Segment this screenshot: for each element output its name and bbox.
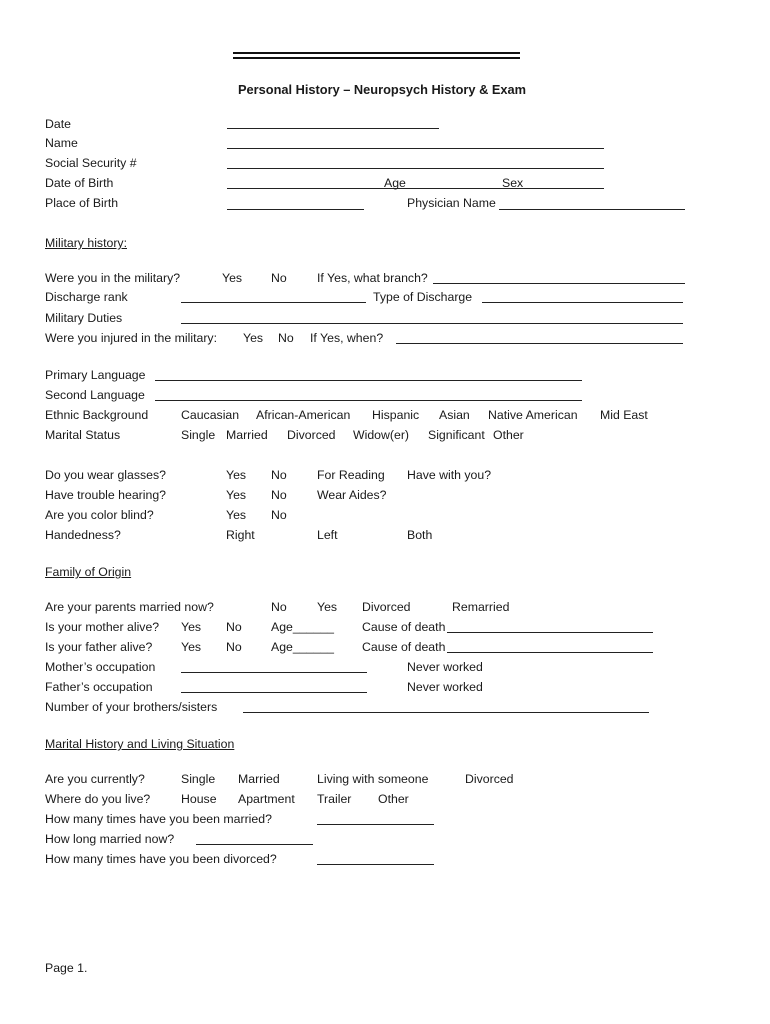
mother-alive-question: Is your mother alive? [45, 620, 160, 634]
glasses-no[interactable]: No [271, 468, 287, 482]
marital-option-significant[interactable]: Significant [428, 428, 485, 442]
handedness-right[interactable]: Right [226, 528, 255, 542]
age-field[interactable] [378, 188, 500, 189]
military-injured-no[interactable]: No [278, 331, 294, 345]
mother-cause-field[interactable] [447, 632, 653, 633]
name-field[interactable] [227, 148, 604, 149]
ssn-label: Social Security # [45, 156, 137, 170]
father-alive-question: Is your father alive? [45, 640, 153, 654]
siblings-label: Number of your brothers/sisters [45, 700, 218, 714]
times-married-question: How many times have you been married? [45, 812, 272, 826]
ssn-field[interactable] [227, 168, 604, 169]
ethnic-option-caucasian[interactable]: Caucasian [181, 408, 240, 422]
handedness-left[interactable]: Left [317, 528, 338, 542]
currently-living-with[interactable]: Living with someone [317, 772, 429, 786]
military-branch-field[interactable] [433, 283, 685, 284]
how-long-married-field[interactable] [196, 844, 313, 845]
father-age-field[interactable]: Age______ [271, 640, 334, 654]
date-label: Date [45, 117, 71, 131]
hearing-question: Have trouble hearing? [45, 488, 166, 502]
military-served-no[interactable]: No [271, 271, 287, 285]
mother-occupation-label: Mother’s occupation [45, 660, 156, 674]
currently-married[interactable]: Married [238, 772, 280, 786]
ethnic-option-asian[interactable]: Asian [439, 408, 470, 422]
father-cause-label: Cause of death [362, 640, 446, 654]
discharge-type-field[interactable] [482, 302, 683, 303]
where-house[interactable]: House [181, 792, 217, 806]
parents-married-no[interactable]: No [271, 600, 287, 614]
handedness-question: Handedness? [45, 528, 121, 542]
header-rule-top [233, 52, 520, 54]
parents-remarried[interactable]: Remarried [452, 600, 510, 614]
father-never-worked[interactable]: Never worked [407, 680, 483, 694]
parents-married-question: Are your parents married now? [45, 600, 214, 614]
mother-alive-no[interactable]: No [226, 620, 242, 634]
where-trailer[interactable]: Trailer [317, 792, 352, 806]
second-language-field[interactable] [155, 400, 582, 401]
military-branch-label: If Yes, what branch? [317, 271, 428, 285]
marital-option-other[interactable]: Other [493, 428, 524, 442]
handedness-both[interactable]: Both [407, 528, 433, 542]
marital-option-divorced[interactable]: Divorced [287, 428, 336, 442]
father-alive-no[interactable]: No [226, 640, 242, 654]
currently-single[interactable]: Single [181, 772, 216, 786]
hearing-no[interactable]: No [271, 488, 287, 502]
mother-occupation-field[interactable] [181, 672, 367, 673]
parents-married-yes[interactable]: Yes [317, 600, 338, 614]
mother-never-worked[interactable]: Never worked [407, 660, 483, 674]
ethnic-option-native-american[interactable]: Native American [488, 408, 578, 422]
dob-label: Date of Birth [45, 176, 114, 190]
military-heading: Military history: [45, 236, 127, 250]
military-served-question: Were you in the military? [45, 271, 181, 285]
glasses-yes[interactable]: Yes [226, 468, 247, 482]
living-heading: Marital History and Living Situation [45, 737, 235, 751]
page-number: Page 1. [45, 961, 88, 975]
times-divorced-question: How many times have you been divorced? [45, 852, 277, 866]
military-duties-label: Military Duties [45, 311, 123, 325]
page-title: Personal History – Neuropsych History & Exam [238, 82, 527, 97]
second-language-label: Second Language [45, 388, 145, 402]
marital-option-widow[interactable]: Widow(er) [353, 428, 410, 442]
father-occupation-label: Father’s occupation [45, 680, 153, 694]
pob-label: Place of Birth [45, 196, 119, 210]
discharge-rank-label: Discharge rank [45, 290, 128, 304]
name-label: Name [45, 136, 78, 150]
father-occupation-field[interactable] [181, 692, 367, 693]
marital-status-label: Marital Status [45, 428, 121, 442]
sex-label: Sex [502, 176, 524, 190]
mother-cause-label: Cause of death [362, 620, 446, 634]
how-long-married-question: How long married now? [45, 832, 175, 846]
glasses-question: Do you wear glasses? [45, 468, 166, 482]
marital-option-married[interactable]: Married [226, 428, 268, 442]
ethnic-option-mid-east[interactable]: Mid East [600, 408, 648, 422]
mother-age-field[interactable]: Age______ [271, 620, 334, 634]
currently-question: Are you currently? [45, 772, 145, 786]
glasses-have-with-you[interactable]: Have with you? [407, 468, 492, 482]
physician-field[interactable] [499, 209, 685, 210]
colorblind-yes[interactable]: Yes [226, 508, 247, 522]
discharge-type-label: Type of Discharge [373, 290, 473, 304]
glasses-for-reading[interactable]: For Reading [317, 468, 385, 482]
pob-field[interactable] [227, 209, 364, 210]
ethnic-background-label: Ethnic Background [45, 408, 149, 422]
marital-option-single[interactable]: Single [181, 428, 216, 442]
where-other[interactable]: Other [378, 792, 409, 806]
colorblind-no[interactable]: No [271, 508, 287, 522]
times-divorced-field[interactable] [317, 864, 434, 865]
primary-language-field[interactable] [155, 380, 582, 381]
father-alive-yes[interactable]: Yes [181, 640, 202, 654]
age-label: Age [384, 176, 406, 190]
ethnic-option-hispanic[interactable]: Hispanic [372, 408, 420, 422]
dob-field[interactable] [227, 188, 378, 189]
currently-divorced[interactable]: Divorced [465, 772, 514, 786]
where-apartment[interactable]: Apartment [238, 792, 295, 806]
primary-language-label: Primary Language [45, 368, 146, 382]
military-duties-field[interactable] [181, 323, 683, 324]
ethnic-option-african-american[interactable]: African-American [256, 408, 351, 422]
hearing-wear-aides[interactable]: Wear Aides? [317, 488, 387, 502]
military-injured-when-label: If Yes, when? [310, 331, 384, 345]
father-cause-field[interactable] [447, 652, 653, 653]
military-injured-yes[interactable]: Yes [243, 331, 264, 345]
date-field[interactable] [227, 128, 439, 129]
mother-alive-yes[interactable]: Yes [181, 620, 202, 634]
military-injured-question: Were you injured in the military: [45, 331, 218, 345]
family-heading: Family of Origin [45, 565, 132, 579]
military-injured-when-field[interactable] [396, 343, 683, 344]
sex-field[interactable] [500, 188, 604, 189]
military-served-yes[interactable]: Yes [222, 271, 243, 285]
discharge-rank-field[interactable] [181, 302, 366, 303]
parents-divorced[interactable]: Divorced [362, 600, 411, 614]
physician-label: Physician Name [407, 196, 496, 210]
where-live-question: Where do you live? [45, 792, 151, 806]
siblings-field[interactable] [243, 712, 649, 713]
header-rule-bottom [233, 57, 520, 59]
colorblind-question: Are you color blind? [45, 508, 154, 522]
hearing-yes[interactable]: Yes [226, 488, 247, 502]
times-married-field[interactable] [317, 824, 434, 825]
